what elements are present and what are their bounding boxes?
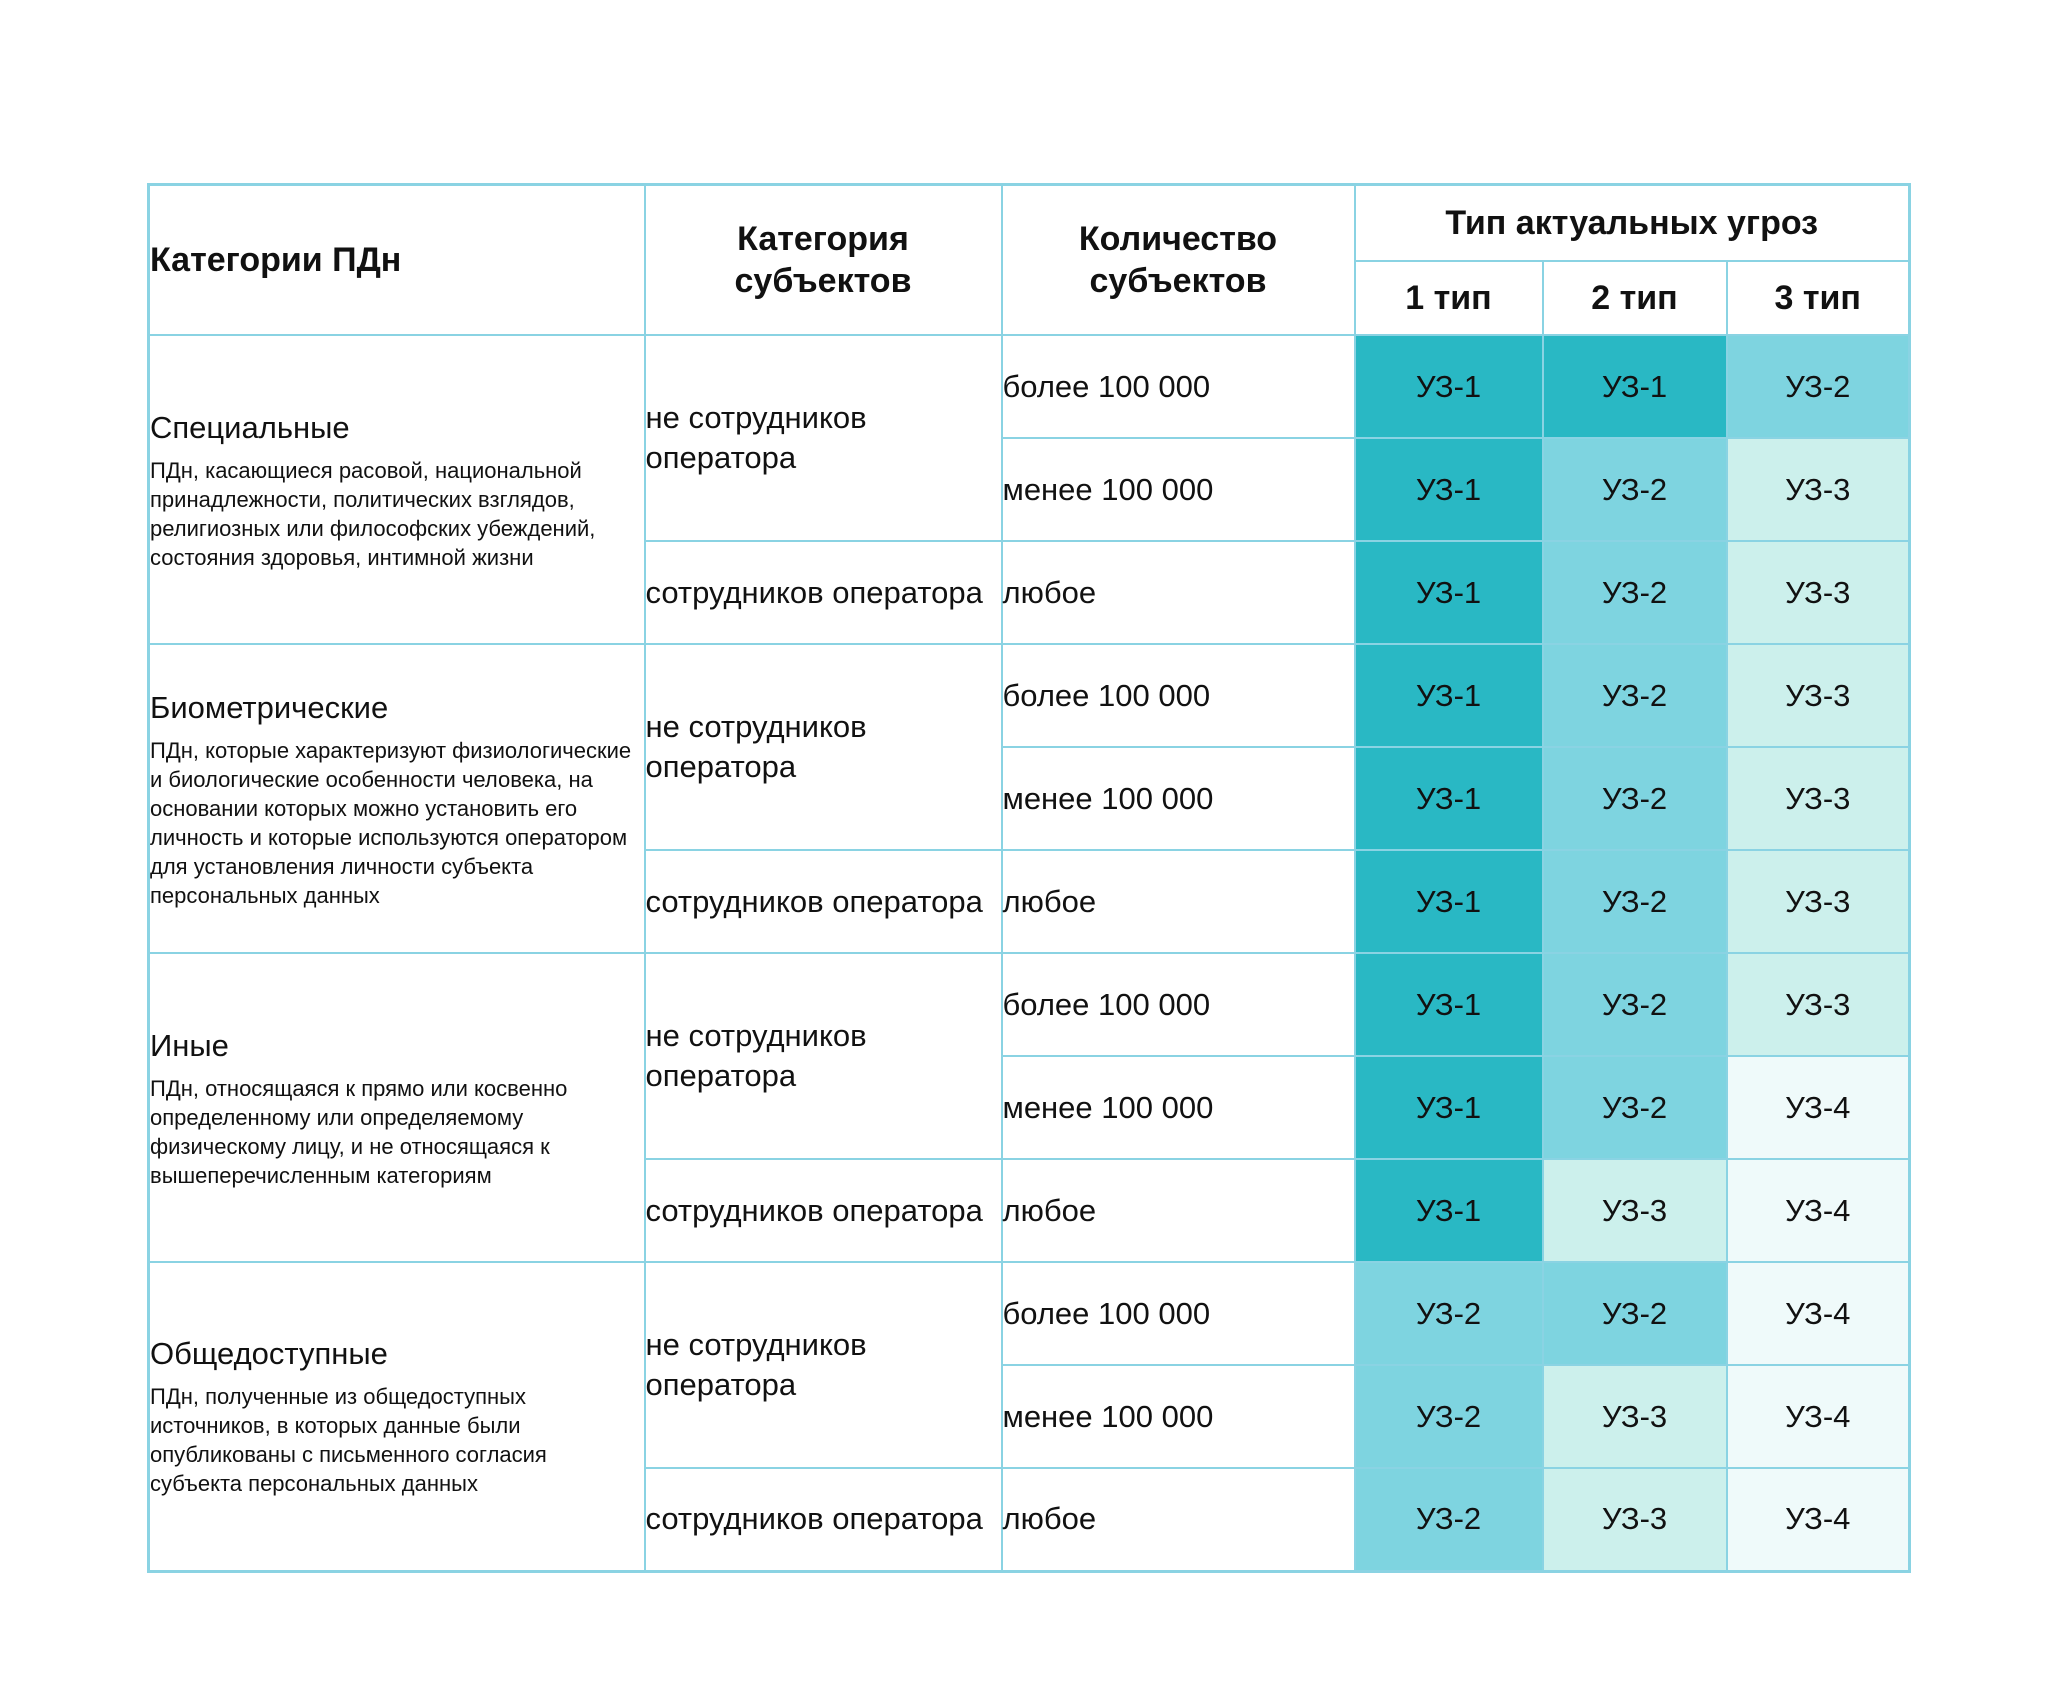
subject-category-cell: сотрудников оператора	[645, 1468, 1002, 1571]
table-row	[149, 644, 1910, 747]
subject-count-cell: более 100 000	[1002, 644, 1355, 747]
header-threat-type-2: 2 тип	[1543, 261, 1727, 335]
security-level-cell-type-1: УЗ-1	[1355, 644, 1543, 747]
header-category: Категории ПДн	[149, 185, 645, 336]
security-level-cell-type-2: УЗ-2	[1543, 541, 1727, 644]
subject-count-cell: любое	[1002, 541, 1355, 644]
security-level-cell-type-3: УЗ-4	[1727, 1262, 1910, 1365]
security-level-cell-type-3: УЗ-3	[1727, 953, 1910, 1056]
header-subject-category: Категория субъектов	[645, 185, 1002, 336]
category-title: Специальные	[150, 409, 350, 445]
subject-category-cell: не сотрудников оператора	[645, 644, 1002, 850]
security-level-cell-type-2: УЗ-3	[1543, 1468, 1727, 1571]
security-level-cell-type-2: УЗ-2	[1543, 438, 1727, 541]
header-subject-count: Количество субъектов	[1002, 185, 1355, 336]
subject-count-cell: менее 100 000	[1002, 747, 1355, 850]
security-level-cell-type-1: УЗ-1	[1355, 1056, 1543, 1159]
subject-count-cell: менее 100 000	[1002, 1056, 1355, 1159]
subject-category-cell: сотрудников оператора	[645, 850, 1002, 953]
security-level-cell-type-3: УЗ-2	[1727, 335, 1910, 438]
header-threat-type-3: 3 тип	[1727, 261, 1910, 335]
subject-count-cell: любое	[1002, 1468, 1355, 1571]
security-level-cell-type-1: УЗ-1	[1355, 747, 1543, 850]
security-level-cell-type-3: УЗ-4	[1727, 1365, 1910, 1468]
security-level-cell-type-3: УЗ-3	[1727, 850, 1910, 953]
security-level-cell-type-3: УЗ-4	[1727, 1159, 1910, 1262]
table-body	[149, 335, 1910, 1571]
subject-count-cell: менее 100 000	[1002, 1365, 1355, 1468]
security-level-cell-type-1: УЗ-1	[1355, 850, 1543, 953]
category-description: ПДн, касающиеся расовой, национальной принадлежности, политических взглядов, религиозных или философских убеждений, состояния здоровья, интимной жизни	[150, 457, 596, 570]
subject-count-cell: более 100 000	[1002, 335, 1355, 438]
security-level-cell-type-2: УЗ-3	[1543, 1159, 1727, 1262]
category-title: Общедоступные	[150, 1336, 388, 1372]
category-cell	[149, 953, 645, 1262]
security-level-cell-type-2: УЗ-1	[1543, 335, 1727, 438]
security-level-cell-type-2: УЗ-2	[1543, 1056, 1727, 1159]
security-level-table	[147, 183, 1911, 1573]
security-level-cell-type-3: УЗ-3	[1727, 747, 1910, 850]
subject-count-cell: менее 100 000	[1002, 438, 1355, 541]
security-level-cell-type-1: УЗ-1	[1355, 953, 1543, 1056]
subject-count-cell: более 100 000	[1002, 1262, 1355, 1365]
security-level-cell-type-1: УЗ-1	[1355, 1159, 1543, 1262]
security-level-cell-type-3: УЗ-3	[1727, 541, 1910, 644]
subject-category-cell: не сотрудников оператора	[645, 335, 1002, 541]
category-description: ПДн, полученные из общедоступных источников, в которых данные были опубликованы с письменного согласия субъекта персональных данных	[150, 1384, 547, 1497]
category-title: Иные	[150, 1027, 229, 1063]
subject-category-cell: сотрудников оператора	[645, 541, 1002, 644]
category-cell	[149, 335, 645, 644]
security-level-cell-type-2: УЗ-2	[1543, 953, 1727, 1056]
subject-count-cell: любое	[1002, 850, 1355, 953]
header-threat-type-1: 1 тип	[1355, 261, 1543, 335]
table-header	[149, 185, 1910, 336]
security-level-cell-type-2: УЗ-2	[1543, 850, 1727, 953]
security-level-cell-type-1: УЗ-2	[1355, 1468, 1543, 1571]
security-level-cell-type-3: УЗ-4	[1727, 1468, 1910, 1571]
security-level-cell-type-2: УЗ-2	[1543, 747, 1727, 850]
security-level-cell-type-1: УЗ-1	[1355, 541, 1543, 644]
security-level-cell-type-2: УЗ-3	[1543, 1365, 1727, 1468]
security-level-cell-type-1: УЗ-2	[1355, 1365, 1543, 1468]
category-cell	[149, 1262, 645, 1571]
category-description: ПДн, которые характеризуют физиологические и биологические особенности человека, на основании которых можно установить его личность и которые используются оператором для установления личности субъекта персональных данных	[150, 737, 632, 908]
security-level-cell-type-3: УЗ-3	[1727, 644, 1910, 747]
subject-category-cell: не сотрудников оператора	[645, 1262, 1002, 1468]
security-level-cell-type-1: УЗ-2	[1355, 1262, 1543, 1365]
subject-count-cell: более 100 000	[1002, 953, 1355, 1056]
category-description: ПДн, относящаяся к прямо или косвенно определенному или определяемому физическому лицу, и не относящаяся к вышеперечисленным категориям	[150, 1075, 568, 1188]
security-level-cell-type-2: УЗ-2	[1543, 644, 1727, 747]
category-cell	[149, 644, 645, 953]
security-level-cell-type-1: УЗ-1	[1355, 335, 1543, 438]
security-level-cell-type-1: УЗ-1	[1355, 438, 1543, 541]
table-row	[149, 1262, 1910, 1365]
header-threat-type: Тип актуальных угроз	[1355, 185, 1910, 262]
table-row	[149, 953, 1910, 1056]
category-title: Биометрические	[150, 689, 389, 725]
security-level-cell-type-3: УЗ-3	[1727, 438, 1910, 541]
subject-category-cell: сотрудников оператора	[645, 1159, 1002, 1262]
security-level-cell-type-2: УЗ-2	[1543, 1262, 1727, 1365]
table-row	[149, 335, 1910, 438]
subject-category-cell: не сотрудников оператора	[645, 953, 1002, 1159]
security-level-cell-type-3: УЗ-4	[1727, 1056, 1910, 1159]
subject-count-cell: любое	[1002, 1159, 1355, 1262]
